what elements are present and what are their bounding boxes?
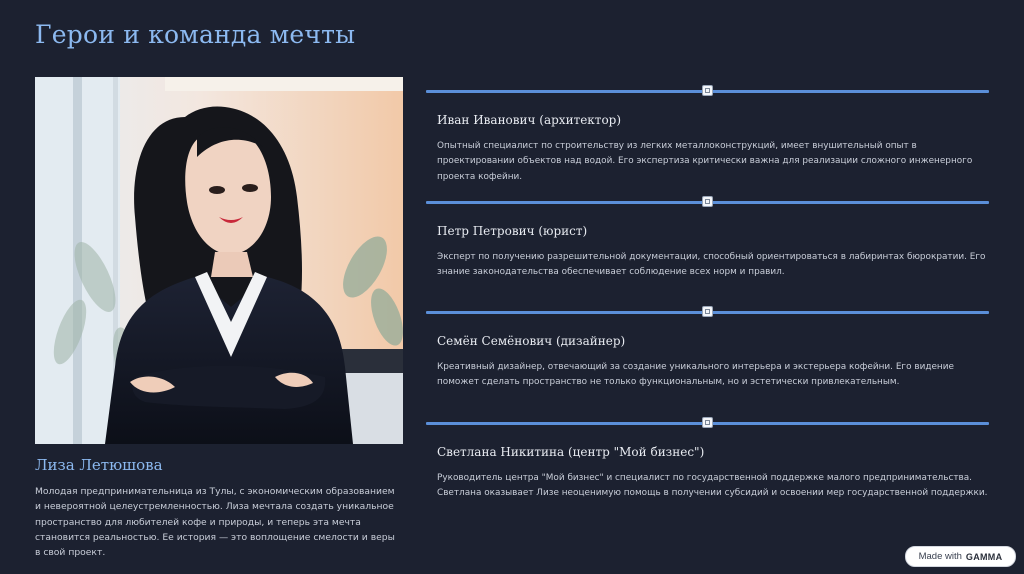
team-member-name: Иван Иванович (архитектор): [437, 113, 622, 127]
gamma-logo: GAMMA: [965, 551, 1003, 562]
team-member-name: Семён Семёнович (дизайнер): [437, 334, 626, 348]
badge-label: Made with: [918, 551, 962, 562]
drag-handle-icon[interactable]: [702, 417, 713, 428]
team-member-description: Эксперт по получению разрешительной документации, способный ориентироваться в лабиринтах бюрократии. Его знание законодательства обеспечивает соблюдение всех норм и правил.: [437, 252, 986, 278]
made-with-gamma-badge[interactable]: [905, 546, 1016, 567]
team-member-description: Креативный дизайнер, отвечающий за создание уникального интерьера и экстерьера кофейни. Его видение поможет сделать пространство не только функциональным, но и эстетически привлекательным.: [437, 362, 954, 388]
hero-name: Лиза Летюшова: [35, 456, 163, 474]
hero-description: Молодая предпринимательница из Тулы, с экономическим образованием и невероятной целеустремленностью. Лиза мечтала создать уникальное пространство для любителей кофе и природы, и теперь эта мечта становится реальностью. Ее история — это воплощение смелости и веры в свой проект.: [35, 486, 395, 559]
hero-photo: [35, 77, 403, 444]
page-title: Герои и команда мечты: [35, 20, 356, 49]
team-member-description: Опытный специалист по строительству из легких металлоконструкций, имеет внушительный опыт в проектировании объектов над водой. Его экспертиза критически важна для реализации сложного инженерного проекта кофейни.: [437, 141, 973, 182]
team-member-name: Петр Петрович (юрист): [437, 224, 588, 238]
drag-handle-icon[interactable]: [702, 306, 713, 317]
team-member-description: Руководитель центра "Мой бизнес" и специалист по государственной поддержке малого предпринимательства. Светлана оказывает Лизе неоценимую помощь в получении субсидий и освоении мер государственной поддержки.: [437, 473, 988, 499]
drag-handle-icon[interactable]: [702, 196, 713, 207]
team-member-name: Светлана Никитина (центр "Мой бизнес"): [437, 445, 705, 459]
drag-handle-icon[interactable]: [702, 85, 713, 96]
